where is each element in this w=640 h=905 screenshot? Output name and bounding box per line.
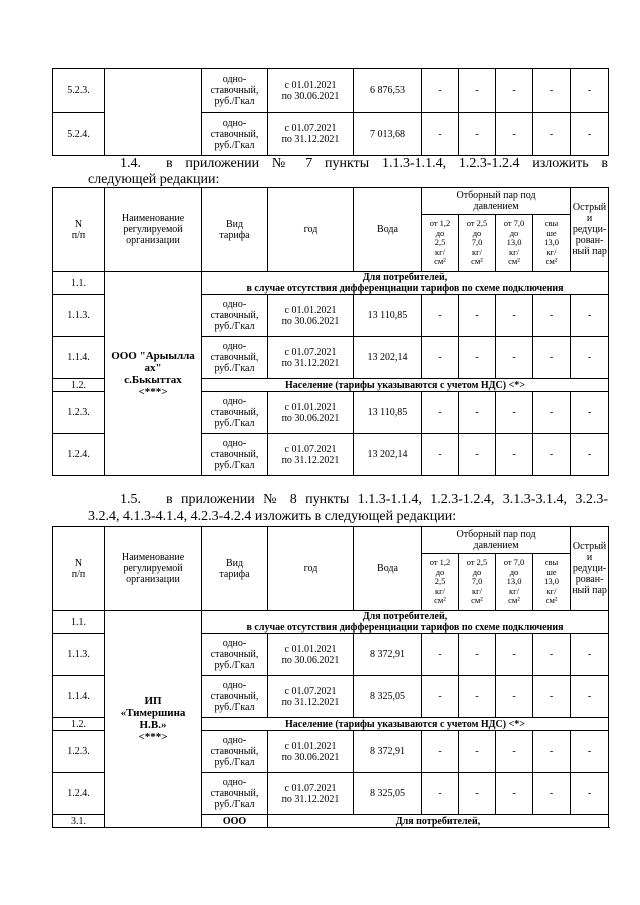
para-1-5-line2: 3.2.4, 4.1.3-4.1.4, 4.2.3-4.2.4 изложить в следующей редакции: <box>88 509 457 524</box>
header-sharp: Острый и редуци- рован- ный пар <box>571 527 609 611</box>
header-row <box>53 188 609 215</box>
value-cell: - <box>496 773 533 815</box>
value-cell: - <box>459 634 496 676</box>
row-number: 1.2.3. <box>53 731 105 773</box>
para-1-4-line2: следующей редакции: <box>88 172 220 187</box>
tariff-cell: одно- ставочный, руб./Гкал <box>202 434 268 476</box>
value-cell: - <box>571 634 609 676</box>
value-cell: - <box>571 676 609 718</box>
value-cell: - <box>422 773 459 815</box>
tariff-cell: одно- ставочный, руб./Гкал <box>202 69 268 113</box>
value-cell: - <box>571 731 609 773</box>
header-sub3: от 7,0 до 13,0 кг/ см² <box>496 554 533 611</box>
row-number: 1.1.4. <box>53 337 105 379</box>
row-number: 1.2. <box>53 718 105 731</box>
value-cell: - <box>496 676 533 718</box>
tariff-cell: одно- ставочный, руб./Гкал <box>202 392 268 434</box>
header-year: год <box>268 527 354 611</box>
header-sub4: свы ше 13,0 кг/ см² <box>533 215 571 272</box>
value-cell: - <box>422 69 459 113</box>
appendix-8-table <box>52 526 609 828</box>
table-row <box>53 69 609 113</box>
period-cell: с 01.01.2021 по 30.06.2021 <box>268 731 354 773</box>
header-row <box>53 527 609 554</box>
value-cell: - <box>496 69 533 113</box>
header-year: год <box>268 188 354 272</box>
value-cell: - <box>459 337 496 379</box>
water-value: 13 110,85 <box>354 392 422 434</box>
org-name: ООО <box>202 815 268 828</box>
tariff-cell: одно- ставочный, руб./Гкал <box>202 731 268 773</box>
tariff-cell: одно- ставочный, руб./Гкал <box>202 295 268 337</box>
header-sub2: от 2,5 до 7,0 кг/ см² <box>459 554 496 611</box>
period-cell: с 01.01.2021 по 30.06.2021 <box>268 69 354 113</box>
header-n: N п/п <box>53 188 105 272</box>
para-1-4-number: 1.4. <box>120 156 141 171</box>
tariff-cell: одно- ставочный, руб./Гкал <box>202 634 268 676</box>
period-cell: с 01.07.2021 по 31.12.2021 <box>268 337 354 379</box>
org-name: ИП «Тимершина Н.В.» <***> <box>105 611 202 828</box>
water-value: 8 372,91 <box>354 731 422 773</box>
value-cell: - <box>459 295 496 337</box>
row-number: 1.1. <box>53 272 105 295</box>
appendix-7-table <box>52 187 609 476</box>
section-title: Для потребителей, в случае отсутствия дифференциации тарифов по схеме подключения <box>202 272 609 295</box>
water-value: 7 013,68 <box>354 113 422 156</box>
value-cell: - <box>459 113 496 156</box>
header-n: N п/п <box>53 527 105 611</box>
para-1-5-line1: в приложении № 8 пункты 1.1.3-1.1.4, 1.2.3-1.2.4, 3.1.3-3.1.4, 3.2.3- <box>166 492 608 507</box>
row-number: 1.1.3. <box>53 295 105 337</box>
value-cell: - <box>496 113 533 156</box>
value-cell: - <box>571 113 609 156</box>
water-value: 6 876,53 <box>354 69 422 113</box>
value-cell: - <box>422 295 459 337</box>
row-number: 1.1.4. <box>53 676 105 718</box>
value-cell: - <box>422 676 459 718</box>
header-tariff: Вид тарифа <box>202 527 268 611</box>
section-row <box>53 611 609 634</box>
para-1-5-number: 1.5. <box>120 492 141 507</box>
org-name: ООО "Арыылла ах" с.Бькыттах <***> <box>105 272 202 476</box>
value-cell: - <box>571 337 609 379</box>
section-title: Для потребителей, <box>268 815 609 828</box>
water-value: 13 202,14 <box>354 337 422 379</box>
period-cell: с 01.07.2021 по 31.12.2021 <box>268 676 354 718</box>
water-value: 8 325,05 <box>354 676 422 718</box>
header-sharp: Острый и редуци- рован- ный пар <box>571 188 609 272</box>
row-number: 5.2.4. <box>53 113 105 156</box>
header-water: Вода <box>354 527 422 611</box>
row-number: 1.2.4. <box>53 434 105 476</box>
value-cell: - <box>571 434 609 476</box>
value-cell: - <box>496 295 533 337</box>
value-cell: - <box>459 434 496 476</box>
value-cell: - <box>533 634 571 676</box>
value-cell: - <box>459 676 496 718</box>
value-cell: - <box>496 634 533 676</box>
value-cell: - <box>571 773 609 815</box>
water-value: 8 325,05 <box>354 773 422 815</box>
value-cell: - <box>533 69 571 113</box>
header-water: Вода <box>354 188 422 272</box>
value-cell: - <box>496 337 533 379</box>
section-row <box>53 272 609 295</box>
water-value: 13 110,85 <box>354 295 422 337</box>
tariff-cell: одно- ставочный, руб./Гкал <box>202 676 268 718</box>
row-number: 5.2.3. <box>53 69 105 113</box>
period-cell: с 01.01.2021 по 30.06.2021 <box>268 295 354 337</box>
row-number: 1.2. <box>53 379 105 392</box>
value-cell: - <box>496 392 533 434</box>
value-cell: - <box>496 731 533 773</box>
header-sub4: свы ше 13,0 кг/ см² <box>533 554 571 611</box>
section-title: Население (тарифы указываются с учетом НДС) <*> <box>202 718 609 731</box>
value-cell: - <box>422 113 459 156</box>
value-cell: - <box>533 337 571 379</box>
row-number: 3.1. <box>53 815 105 828</box>
value-cell: - <box>422 634 459 676</box>
header-sub1: от 1,2 до 2,5 кг/ см² <box>422 554 459 611</box>
header-sub2: от 2,5 до 7,0 кг/ см² <box>459 215 496 272</box>
value-cell: - <box>571 392 609 434</box>
value-cell: - <box>422 731 459 773</box>
value-cell: - <box>422 392 459 434</box>
value-cell: - <box>496 434 533 476</box>
value-cell: - <box>571 69 609 113</box>
value-cell: - <box>422 337 459 379</box>
header-tariff: Вид тарифа <box>202 188 268 272</box>
value-cell: - <box>459 731 496 773</box>
value-cell: - <box>533 295 571 337</box>
value-cell: - <box>533 731 571 773</box>
period-cell: с 01.07.2021 по 31.12.2021 <box>268 434 354 476</box>
header-org: Наименование регулируемой организации <box>105 188 202 272</box>
row-number: 1.1. <box>53 611 105 634</box>
value-cell: - <box>459 773 496 815</box>
header-sub1: от 1,2 до 2,5 кг/ см² <box>422 215 459 272</box>
period-cell: с 01.07.2021 по 31.12.2021 <box>268 113 354 156</box>
value-cell: - <box>571 295 609 337</box>
water-value: 13 202,14 <box>354 434 422 476</box>
row-number: 1.2.4. <box>53 773 105 815</box>
section-title: Для потребителей, в случае отсутствия дифференциации тарифов по схеме подключения <box>202 611 609 634</box>
org-cell <box>105 69 202 156</box>
value-cell: - <box>533 113 571 156</box>
tariff-cell: одно- ставочный, руб./Гкал <box>202 337 268 379</box>
period-cell: с 01.01.2021 по 30.06.2021 <box>268 392 354 434</box>
tariff-cell: одно- ставочный, руб./Гкал <box>202 113 268 156</box>
header-steam: Отборный пар под давлением <box>422 188 571 215</box>
row-number: 1.1.3. <box>53 634 105 676</box>
tariff-cell: одно- ставочный, руб./Гкал <box>202 773 268 815</box>
para-1-4-line1: в приложении № 7 пункты 1.1.3-1.1.4, 1.2.3-1.2.4 изложить в <box>166 156 608 171</box>
value-cell: - <box>533 392 571 434</box>
value-cell: - <box>533 773 571 815</box>
value-cell: - <box>533 676 571 718</box>
header-sub3: от 7,0 до 13,0 кг/ см² <box>496 215 533 272</box>
section-title: Население (тарифы указываются с учетом НДС) <*> <box>202 379 609 392</box>
top-tariff-table <box>52 68 609 156</box>
value-cell: - <box>422 434 459 476</box>
header-steam: Отборный пар под давлением <box>422 527 571 554</box>
period-cell: с 01.07.2021 по 31.12.2021 <box>268 773 354 815</box>
value-cell: - <box>459 69 496 113</box>
row-number: 1.2.3. <box>53 392 105 434</box>
period-cell: с 01.01.2021 по 30.06.2021 <box>268 634 354 676</box>
water-value: 8 372,91 <box>354 634 422 676</box>
header-org: Наименование регулируемой организации <box>105 527 202 611</box>
value-cell: - <box>533 434 571 476</box>
value-cell: - <box>459 392 496 434</box>
